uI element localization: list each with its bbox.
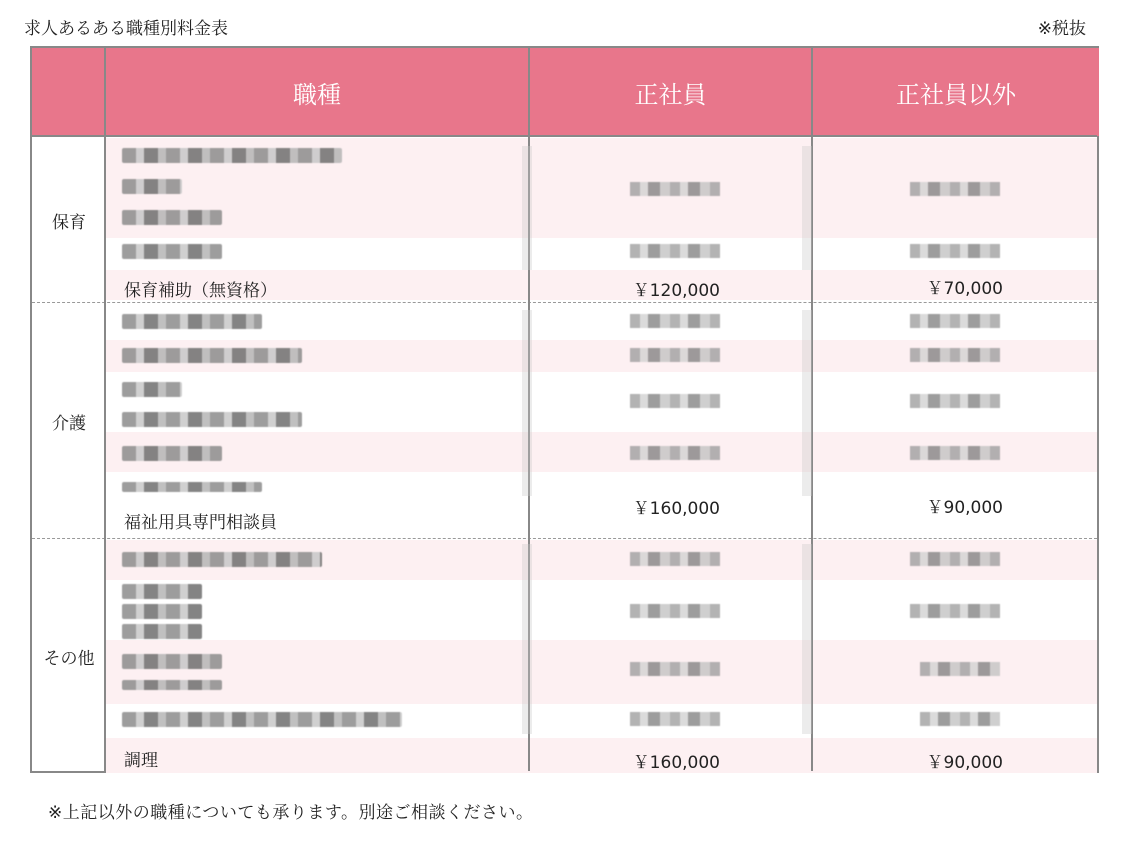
redacted-price <box>920 662 1000 676</box>
category-childcare: 保育 <box>52 212 86 233</box>
redacted-text <box>122 348 302 363</box>
redacted-text <box>122 624 202 639</box>
tax-note: ※税抜 <box>1037 19 1086 39</box>
redacted-price <box>630 314 720 328</box>
redacted-price <box>630 604 720 618</box>
redacted-price <box>630 244 720 258</box>
price-other-childcare-aux: ￥70,000 <box>926 279 1003 299</box>
redacted-text <box>122 244 222 259</box>
redacted-text <box>122 446 222 461</box>
redacted-price <box>910 314 1000 328</box>
redacted-price <box>910 446 1000 460</box>
redacted-price <box>630 446 720 460</box>
header-job: 職種 <box>106 48 528 136</box>
job-cook: 調理 <box>124 751 158 771</box>
category-other: その他 <box>43 649 95 669</box>
redaction-artifact <box>522 544 532 734</box>
redacted-price <box>630 552 720 566</box>
price-fulltime-care-last: ￥160,000 <box>632 499 720 519</box>
redaction-artifact <box>802 310 812 496</box>
header-category <box>32 48 106 136</box>
redacted-price <box>910 552 1000 566</box>
redacted-text <box>122 712 402 727</box>
redacted-price <box>920 712 1000 726</box>
footnote: ※上記以外の職種についても承ります。別途ご相談ください。 <box>48 803 534 823</box>
redacted-price <box>910 348 1000 362</box>
header-other: 正社員以外 <box>813 48 1099 136</box>
price-other-care-last: ￥90,000 <box>926 498 1003 518</box>
price-table <box>30 46 1099 773</box>
redacted-price <box>910 604 1000 618</box>
redacted-price <box>910 394 1000 408</box>
redacted-text <box>122 604 202 619</box>
redacted-text <box>122 654 222 669</box>
redacted-text <box>122 179 182 194</box>
price-fulltime-cook: ￥160,000 <box>632 753 720 773</box>
redacted-text <box>122 552 322 567</box>
redacted-text <box>122 210 222 225</box>
job-childcare-aux: 保育補助（無資格） <box>124 281 277 301</box>
category-care: 介護 <box>52 413 86 434</box>
redacted-price <box>630 348 720 362</box>
page-title: 求人あるある職種別料金表 <box>24 19 228 39</box>
section-divider <box>32 302 1097 303</box>
header-divider <box>32 135 1097 137</box>
redacted-price <box>910 244 1000 258</box>
redacted-text <box>122 680 222 690</box>
header-fulltime: 正社員 <box>530 48 811 136</box>
redacted-text <box>122 412 302 427</box>
redacted-text <box>122 314 262 329</box>
redacted-price <box>630 712 720 726</box>
redaction-artifact <box>802 146 812 270</box>
redaction-artifact <box>802 544 812 734</box>
redacted-price <box>630 394 720 408</box>
price-other-cook: ￥90,000 <box>926 753 1003 773</box>
redacted-price <box>630 662 720 676</box>
section-divider <box>32 538 1097 539</box>
redacted-price <box>910 182 1000 196</box>
redacted-text <box>122 584 202 599</box>
redaction-artifact <box>522 310 532 496</box>
price-fulltime-childcare-aux: ￥120,000 <box>632 281 720 301</box>
redacted-price <box>630 182 720 196</box>
redacted-text <box>122 148 342 163</box>
redaction-artifact <box>522 146 532 270</box>
redacted-text <box>122 482 262 492</box>
redacted-text <box>122 382 182 397</box>
job-care-last: 福祉用具専門相談員 <box>124 513 277 533</box>
